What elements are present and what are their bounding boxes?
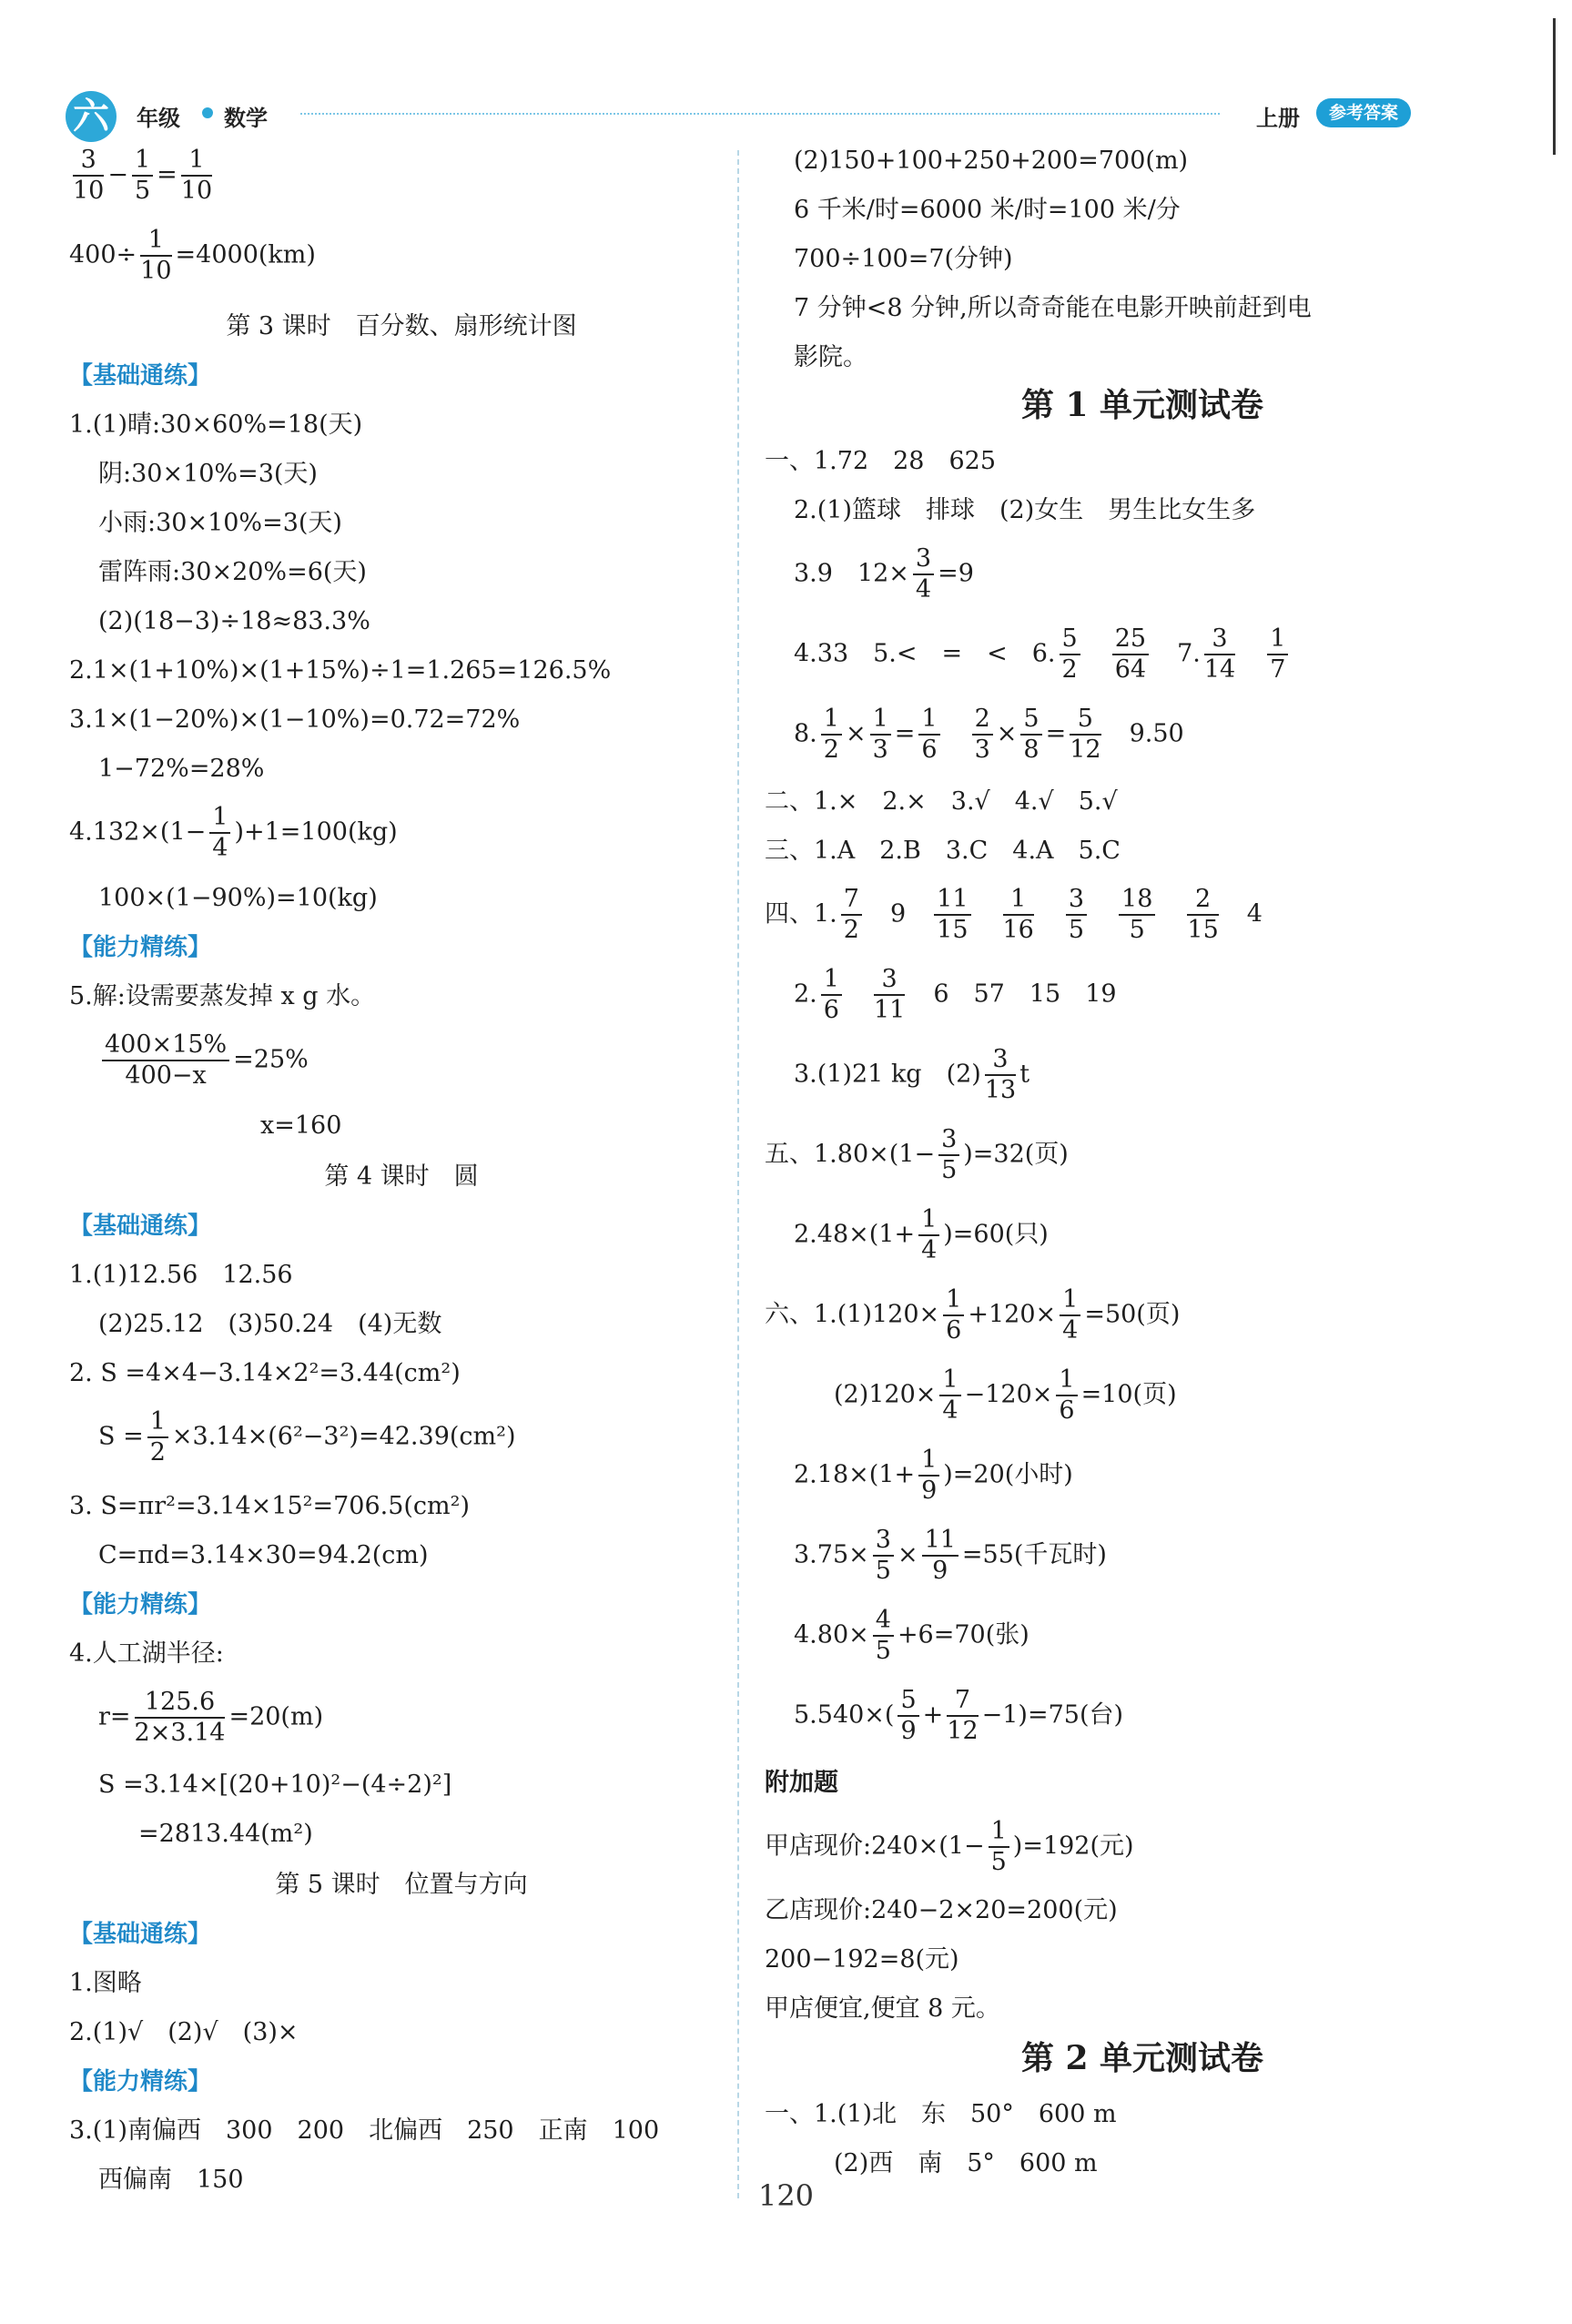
- answer-line: (2)西 南 5° 600 m: [834, 2149, 1098, 2177]
- section-basic: 【基础通练】: [69, 1921, 212, 1948]
- answer-line: 1.图略: [69, 1969, 142, 1997]
- answer-line-fraction: 4.80× $\frac{4}{5}$ +6=70(张): [794, 1606, 1029, 1665]
- page-number: 120: [757, 2178, 815, 2213]
- answer-line-fraction: 4.33 5.< = < 6. $\frac{5}{2}$ $\frac{25}{64}$ 7. $\frac{3}{14}$ $\frac{1}{7}$: [765, 624, 1292, 685]
- unit-2-test-title: 第 2 单元测试卷: [1020, 2039, 1264, 2077]
- answer-line: 二、1.× 2.× 3.√ 4.√ 5.√: [765, 787, 1118, 816]
- answer-line: 2.(1)篮球 排球 (2)女生 男生比女生多: [794, 496, 1256, 524]
- section-basic: 【基础通练】: [69, 362, 212, 390]
- column-divider: [737, 150, 739, 2198]
- answer-line: (2)(18−3)÷18≈83.3%: [98, 607, 370, 635]
- lesson-3-title: 第 3 课时 百分数、扇形统计图: [226, 312, 577, 340]
- answer-line: C=πd=3.14×30=94.2(cm): [98, 1541, 429, 1569]
- answer-line: 2. S =4×4−3.14×2²=3.44(cm²): [69, 1359, 461, 1387]
- unit-1-test-title: 第 1 单元测试卷: [1020, 386, 1264, 424]
- section-ability: 【能力精练】: [69, 1591, 212, 1619]
- answer-line: 影院。: [794, 343, 867, 371]
- answer-line: 3.(1)南偏西 300 200 北偏西 250 正南 100: [69, 2116, 660, 2145]
- answer-line: 1.(1)晴:30×60%=18(天): [69, 411, 363, 439]
- lesson-5-title: 第 5 课时 位置与方向: [275, 1871, 528, 1899]
- answer-line: (2)150+100+250+200=700(m): [794, 147, 1189, 175]
- answer-line: =2813.44(m²): [138, 1820, 313, 1848]
- answer-line-fraction: S = $\frac{1}{2}$ ×3.14×(6²−3²)=42.39(cm²): [98, 1407, 516, 1466]
- answer-line: 阴:30×10%=3(天): [98, 460, 318, 488]
- answer-line: 200−192=8(元): [765, 1945, 959, 1974]
- answer-line-fraction: 甲店现价:240×(1− $\frac{1}{5}$ )=192(元): [765, 1817, 1134, 1876]
- answer-line-fraction: 2.18×(1+ $\frac{1}{9}$ )=20(小时): [794, 1446, 1073, 1505]
- answer-line-fraction: 五、1.80×(1− $\frac{3}{5}$ )=32(页): [765, 1125, 1069, 1184]
- answer-line: 1.(1)12.56 12.56: [69, 1261, 293, 1289]
- answer-line: 2.1×(1+10%)×(1+15%)÷1=1.265=126.5%: [69, 656, 612, 685]
- answer-line: 3.1×(1−20%)×(1−10%)=0.72=72%: [69, 705, 521, 734]
- section-basic: 【基础通练】: [69, 1213, 212, 1240]
- answer-line: 1−72%=28%: [98, 755, 265, 783]
- answer-badge: 参考答案: [1316, 98, 1411, 127]
- answer-line: 一、1.(1)北 东 50° 600 m: [765, 2100, 1117, 2128]
- answer-line-fraction: 3.9 12× $\frac{3}{4}$ =9: [794, 544, 974, 604]
- section-ability: 【能力精练】: [69, 2068, 212, 2096]
- answer-line: 700÷100=7(分钟): [794, 245, 1013, 273]
- answer-line: x=160: [260, 1111, 342, 1140]
- answer-line-fraction: 4.132×(1− $\frac{1}{4}$ )+1=100(kg): [69, 803, 398, 862]
- answer-line-fraction: 2. $\frac{1}{6}$ $\frac{3}{11}$ 6 57 15 19: [794, 965, 1117, 1024]
- answer-line: S =3.14×[(20+10)²−(4÷2)²]: [98, 1771, 452, 1799]
- edge-bar: [1553, 18, 1556, 155]
- answer-line: 三、1.A 2.B 3.C 4.A 5.C: [765, 837, 1121, 865]
- answer-line-fraction: 六、1.(1)120× $\frac{1}{6}$ +120× $\frac{1}{4}$ =50(页): [765, 1285, 1181, 1345]
- answer-line: 一、1.72 28 625: [765, 447, 997, 475]
- answer-line-fraction: 四、1. $\frac{7}{2}$ 9 $\frac{11}{15}$ $\frac{1}{16}$ $\frac{3}{5}$ $\frac{18}{5}$ $\frac{2}{15}$ 4: [765, 885, 1263, 944]
- bonus-heading: 附加题: [765, 1769, 838, 1797]
- answer-line-fraction: 8. $\frac{1}{2}$ × $\frac{1}{3}$ = $\frac{1}{6}$ $\frac{2}{3}$ × $\frac{5}{8}$ = $\frac{5}{12}$ 9.50: [794, 705, 1184, 764]
- fraction-line-1: $\frac{3}{10}$ − $\frac{1}{5}$ = $\frac{1}{10}$: [73, 146, 213, 205]
- lesson-4-title: 第 4 课时 圆: [324, 1162, 479, 1191]
- answer-line-fraction: 2.48×(1+ $\frac{1}{4}$ )=60(只): [794, 1205, 1049, 1264]
- volume-label: 上册: [1256, 106, 1300, 131]
- header-rule: [300, 113, 1220, 115]
- answer-line: 5.解:设需要蒸发掉 x g 水。: [69, 982, 376, 1010]
- answer-line: 7 分钟<8 分钟,所以奇奇能在电影开映前赶到电: [794, 294, 1312, 322]
- answer-line: 乙店现价:240−2×20=200(元): [765, 1896, 1118, 1924]
- answer-line: 甲店便宜,便宜 8 元。: [765, 1994, 1000, 2023]
- answer-line: 小雨:30×10%=3(天): [98, 509, 342, 537]
- answer-line: 3. S=πr²=3.14×15²=706.5(cm²): [69, 1492, 471, 1520]
- grade-label: 年级: [137, 106, 180, 131]
- answer-line: (2)25.12 (3)50.24 (4)无数: [98, 1310, 442, 1338]
- answer-line: 4.人工湖半径:: [69, 1639, 224, 1668]
- grade-badge: 六: [66, 91, 117, 142]
- answer-line: 6 千米/时=6000 米/时=100 米/分: [794, 196, 1181, 224]
- answer-line: 2.(1)√ (2)√ (3)×: [69, 2018, 299, 2046]
- answer-line-fraction: r= $\frac{125.6}{2\times 3.14}$ =20(m): [98, 1688, 324, 1747]
- answer-line-fraction: 3.75× $\frac{3}{5}$ × $\frac{11}{9}$ =55(千瓦时): [794, 1526, 1107, 1585]
- answer-line: 100×(1−90%)=10(kg): [98, 884, 378, 912]
- fraction-line-2: 400÷ $\frac{1}{10}$ =4000(km): [69, 226, 316, 285]
- answer-line-fraction: $\frac{400\times 15\%}{400-x}$ =25%: [69, 1030, 309, 1091]
- answer-line-fraction: 5.540×( $\frac{5}{9}$ + $\frac{7}{12}$ −1)=75(台): [794, 1686, 1124, 1745]
- header-dot: [202, 107, 213, 118]
- answer-line: 雷阵雨:30×20%=6(天): [98, 558, 367, 586]
- answer-line-fraction: (2)120× $\frac{1}{4}$ −120× $\frac{1}{6}$ =10(页): [834, 1365, 1177, 1425]
- answer-line: 西偏南 150: [98, 2166, 244, 2194]
- section-ability: 【能力精练】: [69, 934, 212, 961]
- answer-line-fraction: 3.(1)21 kg (2) $\frac{3}{13}$ t: [794, 1045, 1030, 1104]
- subject-label: 数学: [224, 106, 268, 131]
